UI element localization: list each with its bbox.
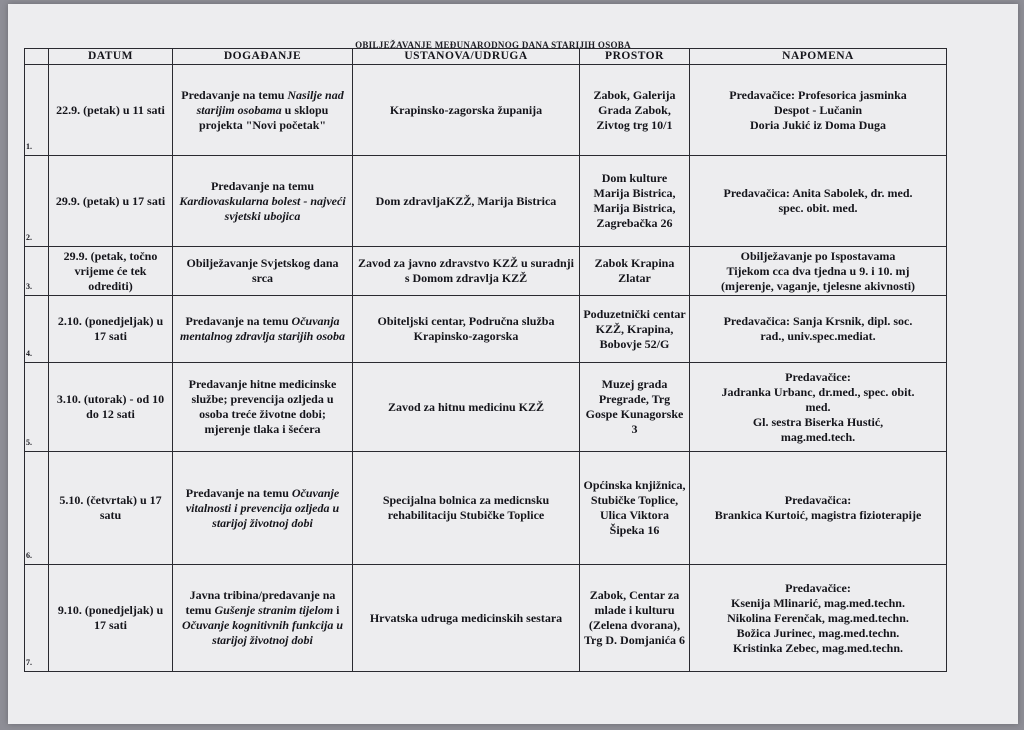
row-number-cell xyxy=(25,565,49,672)
event-topic: Kardiovaskularna bolest - najveći svjetski ubojica xyxy=(179,193,346,223)
event-cell: Predavanje hitne medicinske službe; prevencija ozljeda u osoba treće životne dobi; mjerenje tlaka i šećera xyxy=(173,363,353,452)
row-number: 4. xyxy=(26,349,32,358)
row-number-cell xyxy=(25,156,49,247)
datum-cell: 29.9. (petak, točno vrijeme će tek odrediti) xyxy=(49,247,173,296)
napomena-line: rad., univ.spec.mediat. xyxy=(760,329,876,343)
prostor-cell: Zabok, Galerija Grada Zabok, Zivtog trg 10/1 xyxy=(580,65,690,156)
row-number-cell xyxy=(25,247,49,296)
event-text: Predavanje na temu xyxy=(181,87,288,102)
event-cell xyxy=(173,296,353,363)
napomena-line: Despot - Lučanin xyxy=(773,102,862,117)
header-number xyxy=(25,49,49,65)
table-row xyxy=(25,296,947,363)
event-text: Javna tribina/predavanje na temu xyxy=(185,588,336,617)
prostor-cell: Zabok, Centar za mlade i kulturu (Zelena dvorana), Trg D. Domjanića 6 xyxy=(580,565,690,672)
row-number: 7. xyxy=(26,658,32,667)
napomena-line: Božica Jurinec, mag.med.techn. xyxy=(736,625,900,640)
header-napomena: NAPOMENA xyxy=(690,49,947,65)
napomena-line: Predavačice: xyxy=(785,369,851,384)
header-ustanova: USTANOVA/UDRUGA xyxy=(353,49,580,65)
event-schedule-table xyxy=(24,48,947,672)
napomena-line: spec. obit. med. xyxy=(778,201,858,215)
table-row xyxy=(25,65,947,156)
napomena-cell xyxy=(690,565,947,672)
event-text-mid: i xyxy=(333,603,340,617)
napomena-line: Predavačica: Sanja Krsnik, dipl. soc. xyxy=(723,314,913,328)
event-cell xyxy=(173,565,353,672)
table-header-row xyxy=(25,49,947,65)
napomena-cell xyxy=(690,452,947,565)
napomena-line: Gl. sestra Biserka Hustić, xyxy=(752,414,884,429)
ustanova-cell: Zavod za hitnu medicinu KZŽ xyxy=(353,363,580,452)
table-row xyxy=(25,156,947,247)
event-cell xyxy=(173,156,353,247)
row-number-cell xyxy=(25,65,49,156)
napomena-line: Doria Jukić iz Doma Duga xyxy=(750,117,886,132)
header-prostor: PROSTOR xyxy=(580,49,690,65)
napomena-line: Nikolina Ferenčak, mag.med.techn. xyxy=(727,610,909,625)
napomena-line: Jadranka Urbanc, dr.med., spec. obit. xyxy=(721,384,915,399)
prostor-cell: Muzej grada Pregrade, Trg Gospe Kunagorske 3 xyxy=(580,363,690,452)
napomena-line: med. xyxy=(805,399,831,414)
row-number: 3. xyxy=(26,282,32,291)
document-title: OBILJEŽAVANJE MEĐUNARODNOG DANA STARIJIH OSOBA xyxy=(355,40,631,50)
napomena-line: (mjerenje, vaganje, tjelesne akivnosti) xyxy=(720,278,916,293)
napomena-line: Ksenija Mlinarić, mag.med.techn. xyxy=(731,595,905,610)
table-row xyxy=(25,247,947,296)
event-topic: Očuvanje vitalnosti i prevencija ozljeda u starijoj životnoj dobi xyxy=(185,485,340,530)
header-dogadanje: DOGAĐANJE xyxy=(173,49,353,65)
napomena-cell xyxy=(690,156,947,247)
napomena-cell xyxy=(690,247,947,296)
datum-cell: 2.10. (ponedjeljak) u 17 sati xyxy=(49,296,173,363)
ustanova-cell: Dom zdravljaKZŽ, Marija Bistrica xyxy=(353,156,580,247)
napomena-line: Predavačica: xyxy=(784,493,852,507)
ustanova-cell: Obiteljski centar, Područna služba Krapinsko-zagorska xyxy=(353,296,580,363)
row-number: 1. xyxy=(26,142,32,151)
napomena-line: Obilježavanje po Ispostavama xyxy=(740,248,896,263)
row-number: 6. xyxy=(26,551,32,560)
prostor-cell: Poduzetnički centar KZŽ, Krapina, Bobovje 52/G xyxy=(580,296,690,363)
event-topic: Gušenje stranim tijelom xyxy=(214,603,334,617)
ustanova-cell: Hrvatska udruga medicinskih sestara xyxy=(353,565,580,672)
napomena-line: Brankica Kurtoić, magistra fizioterapije xyxy=(714,508,922,522)
table-row xyxy=(25,363,947,452)
prostor-cell: Zabok Krapina Zlatar xyxy=(580,247,690,296)
ustanova-cell: Specijalna bolnica za medicnsku rehabilitaciju Stubičke Toplice xyxy=(353,452,580,565)
napomena-cell xyxy=(690,296,947,363)
row-number-cell xyxy=(25,363,49,452)
datum-cell: 3.10. (utorak) - od 10 do 12 sati xyxy=(49,363,173,452)
ustanova-cell: Krapinsko-zagorska županija xyxy=(353,65,580,156)
napomena-line: Kristinka Zebec, mag.med.techn. xyxy=(733,640,903,655)
napomena-line: Tijekom cca dva tjedna u 9. i 10. mj xyxy=(726,263,910,278)
header-datum: DATUM xyxy=(49,49,173,65)
napomena-line: Predavačice: Profesorica jasminka xyxy=(729,87,907,102)
event-topic-2: Očuvanje kognitivnih funkcija u starijoj životnoj dobi xyxy=(181,618,344,647)
prostor-cell: Općinska knjižnica, Stubičke Toplice, Ulica Viktora Šipeka 16 xyxy=(580,452,690,565)
row-number-cell xyxy=(25,296,49,363)
event-topic: Očuvanja mentalnog zdravlja starijih osoba xyxy=(179,314,346,343)
event-topic: Nasilje nad starijim osobama xyxy=(196,87,344,117)
row-number: 5. xyxy=(26,438,32,447)
napomena-cell xyxy=(690,363,947,452)
event-text-post: u sklopu projekta "Novi početak" xyxy=(198,102,329,132)
datum-cell: 22.9. (petak) u 11 sati xyxy=(49,65,173,156)
row-number: 2. xyxy=(26,233,32,242)
event-cell xyxy=(173,65,353,156)
datum-cell: 9.10. (ponedjeljak) u 17 sati xyxy=(49,565,173,672)
event-cell xyxy=(173,452,353,565)
ustanova-cell: Zavod za javno zdravstvo KZŽ u suradnji s Domom zdravlja KZŽ xyxy=(353,247,580,296)
table-row xyxy=(25,452,947,565)
table-row xyxy=(25,565,947,672)
event-text: Predavanje na temu xyxy=(210,178,315,193)
datum-cell: 29.9. (petak) u 17 sati xyxy=(49,156,173,247)
napomena-cell xyxy=(690,65,947,156)
datum-cell: 5.10. (četvrtak) u 17 satu xyxy=(49,452,173,565)
event-text: Predavanje na temu xyxy=(185,314,292,328)
row-number-cell xyxy=(25,452,49,565)
prostor-cell: Dom kulture Marija Bistrica, Marija Bistrica, Zagrebačka 26 xyxy=(580,156,690,247)
napomena-line: Predavačica: Anita Sabolek, dr. med. xyxy=(723,186,913,200)
napomena-line: mag.med.tech. xyxy=(780,429,856,444)
napomena-line: Predavačice: xyxy=(785,580,851,595)
event-cell: Obilježavanje Svjetskog dana srca xyxy=(173,247,353,296)
event-text: Predavanje na temu xyxy=(185,485,292,500)
